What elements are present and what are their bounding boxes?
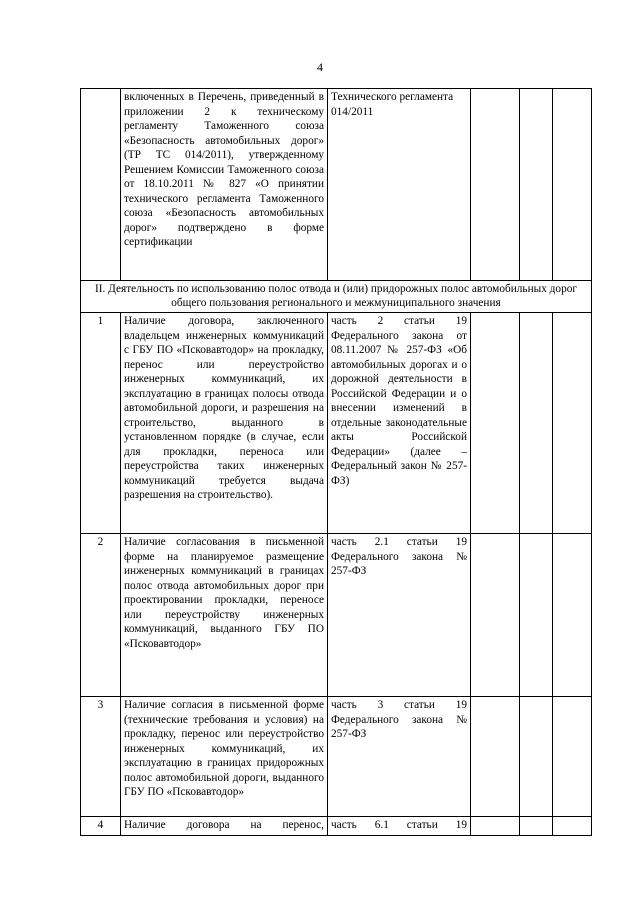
table-row [81,89,592,281]
empty-cell [471,534,520,697]
reference-cell: часть 2 статьи 19 Федерального закона от 08.11.2007 № 257-ФЗ «Об автомобильных дорогах и о дорожной деятельности в Российской Федерации и о внесении изменений в отдельные законодательные акты Российской Федерации» (далее – Федеральный закон № 257-ФЗ) [328,313,471,534]
requirement-cell: включенных в Перечень, приведенный в приложении 2 к техническому регламенту Таможенного союза «Безопасность автомобильных дорог» (ТР ТС 014/2011), утвержденному Решением Комиссии Таможенного союза от 18.10.2011 № 827 «О принятии технического регламента Таможенного союза «Безопасность автомобильных дорог» подтверждено в форме сертификации [121,89,328,281]
empty-cell [553,534,592,697]
requirement-cell: Наличие согласия в письменной форме (технические требования и условия) на прокладку, перенос или переустройство инженерных коммуникаций, их эксплуатацию в границах придорожных полос автомобильной дороги, выданного ГБУ ПО «Псковавтодор» [121,697,328,817]
empty-cell [520,89,553,281]
empty-cell [471,313,520,534]
row-number-cell: 3 [81,697,121,817]
table-row [81,534,592,697]
row-number-cell [81,89,121,281]
table-row [81,697,592,817]
table-row [81,817,592,836]
requirements-table [80,88,592,836]
reference-cell: часть 2.1 статьи 19 Федерального закона № 257-ФЗ [328,534,471,697]
empty-cell [471,89,520,281]
section-row [81,281,592,313]
requirement-cell: Наличие согласования в письменной форме на планируемое размещение инженерных коммуникаций в границах полос отвода автомобильных дорог при проектировании прокладки, переносе или переустройству инженерных коммуникаций, выданного ГБУ ПО «Псковавтодор» [121,534,328,697]
section-title: II. Деятельность по использованию полос отвода и (или) придорожных полос автомобильных дорог общего пользования регионального и межмуниципального значения [81,281,592,313]
table-row [81,313,592,534]
requirement-cell: Наличие договора, заключенного владельцем инженерных коммуникаций с ГБУ ПО «Псковавтодор» на прокладку, перенос или переустройство инженерных коммуникаций, их эксплуатацию в границах полосы отвода автомобильной дороги, и разрешения на строительство, выданного в установленном порядке (в случае, если для прокладки, переноса или переустройства таких инженерных коммуникаций требуется выдача разрешения на строительство). [121,313,328,534]
empty-cell [520,817,553,836]
row-number-cell: 4 [81,817,121,836]
reference-cell: часть 6.1 статьи 19 [328,817,471,836]
requirement-cell: Наличие договора на перенос, [121,817,328,836]
empty-cell [520,313,553,534]
empty-cell [520,534,553,697]
row-number-cell: 2 [81,534,121,697]
row-number-cell: 1 [81,313,121,534]
empty-cell [553,89,592,281]
reference-cell: Технического регламента 014/2011 [328,89,471,281]
page-number: 4 [317,60,323,74]
empty-cell [553,697,592,817]
empty-cell [520,697,553,817]
empty-cell [553,313,592,534]
empty-cell [553,817,592,836]
empty-cell [471,817,520,836]
reference-cell: часть 3 статьи 19 Федерального закона № 257-ФЗ [328,697,471,817]
empty-cell [471,697,520,817]
